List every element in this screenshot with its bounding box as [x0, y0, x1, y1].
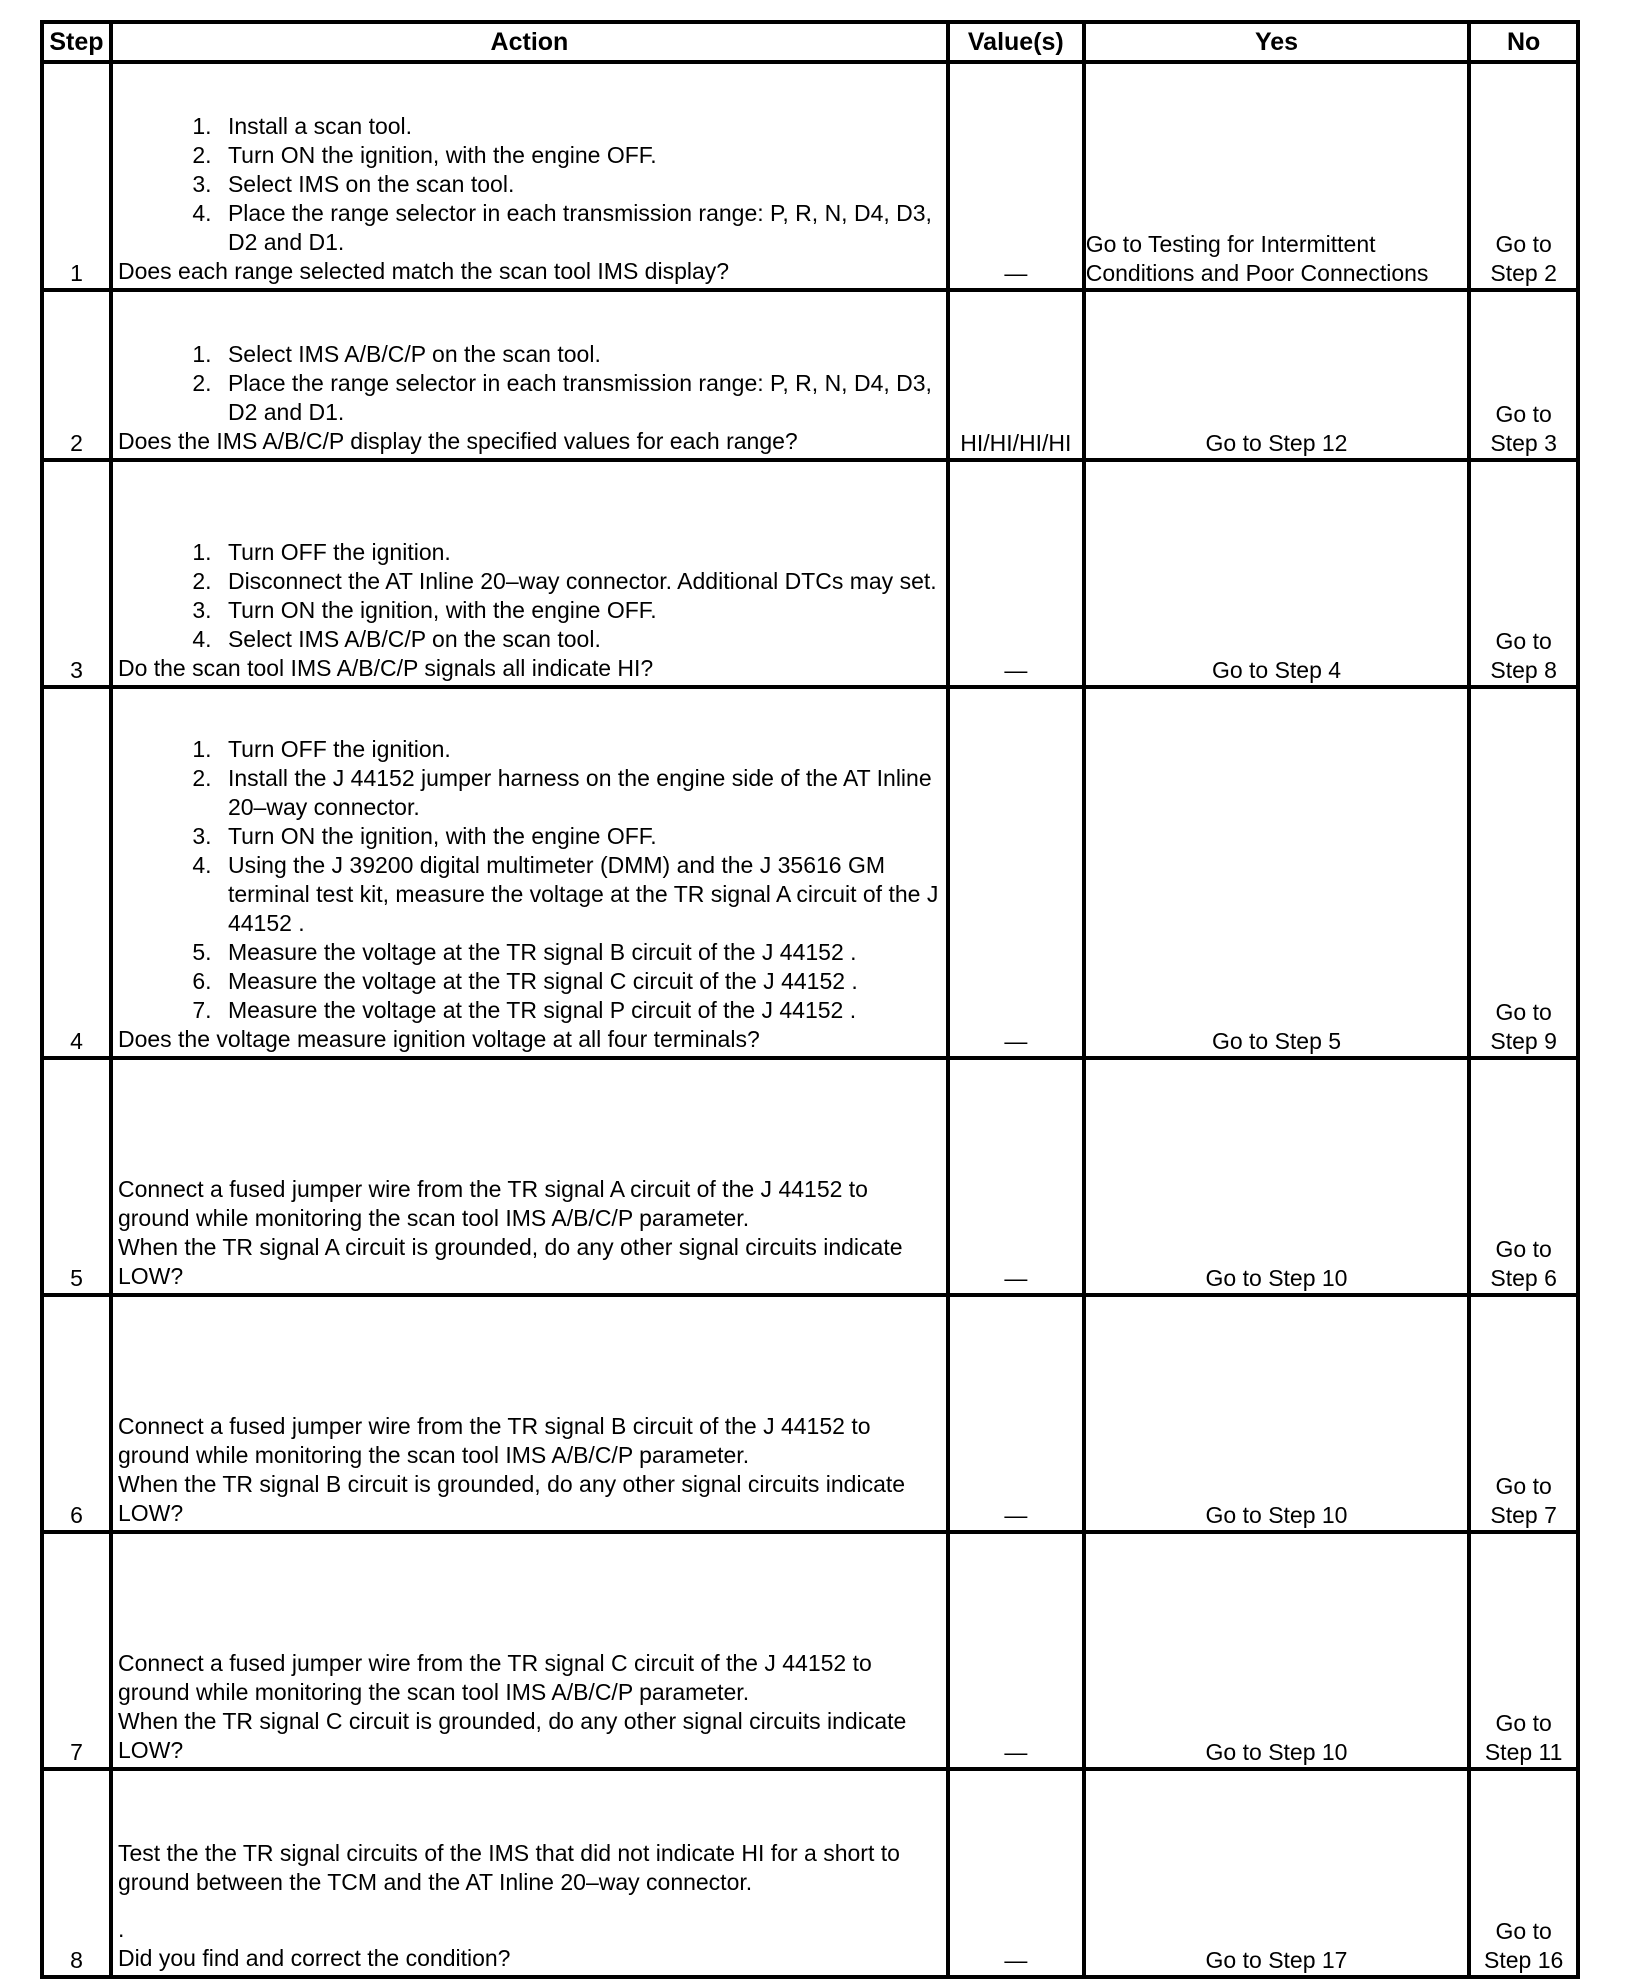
table-row	[42, 1058, 1578, 1295]
yes-result: Go to Step 5	[1211, 1028, 1342, 1054]
yes-result: Go to Step 10	[1205, 1502, 1348, 1528]
no-result: Go to Step 3	[1490, 401, 1557, 456]
no-result: Go to Step 2	[1490, 231, 1557, 286]
no-result: Go to Step 8	[1490, 628, 1557, 683]
header-values: Value(s)	[948, 22, 1084, 62]
step-number: 5	[42, 1058, 111, 1295]
action-question: When the TR signal C circuit is grounded, do any other signal circuits indicate LOW?	[117, 1708, 907, 1763]
action-steps	[118, 735, 942, 1025]
table-row	[42, 1532, 1578, 1769]
action-step: 1. Turn OFF the ignition.	[218, 735, 942, 764]
table-row	[42, 62, 1578, 290]
yes-result: Go to Step 4	[1211, 657, 1342, 683]
value-cell: —	[948, 460, 1084, 687]
action-cell	[111, 687, 948, 1058]
yes-result: Go to Testing for Intermittent Conditions and Poor Connections	[1085, 231, 1429, 286]
step-number: 1	[42, 62, 111, 290]
value-cell: —	[948, 687, 1084, 1058]
action-text: Connect a fused jumper wire from the TR signal C circuit of the J 44152 to ground while monitoring the scan tool IMS A/B/C/P parameter.	[117, 1650, 872, 1705]
action-text: Connect a fused jumper wire from the TR signal B circuit of the J 44152 to ground while monitoring the scan tool IMS A/B/C/P parameter.	[117, 1413, 871, 1468]
table-row	[42, 460, 1578, 687]
yes-result: Go to Step 10	[1205, 1265, 1348, 1291]
no-result: Go to Step 11	[1484, 1710, 1563, 1765]
header-step: Step	[42, 22, 111, 62]
step-number: 7	[42, 1532, 111, 1769]
action-question: Does each range selected match the scan tool IMS display?	[117, 258, 730, 284]
action-question: When the TR signal B circuit is grounded, do any other signal circuits indicate LOW?	[117, 1471, 906, 1526]
action-question: When the TR signal A circuit is grounded, do any other signal circuits indicate LOW?	[117, 1234, 903, 1289]
action-cell	[111, 460, 948, 687]
no-result: Go to Step 9	[1490, 999, 1557, 1054]
header-action: Action	[111, 22, 948, 62]
action-step: 2. Install the J 44152 jumper harness on the engine side of the AT Inline 20–way connector.	[218, 764, 942, 822]
yes-result: Go to Step 10	[1205, 1739, 1348, 1765]
no-result: Go to Step 6	[1490, 1236, 1557, 1291]
action-note: .	[117, 1916, 125, 1942]
action-steps	[118, 340, 942, 427]
action-steps	[118, 538, 942, 654]
step-number: 8	[42, 1769, 111, 1977]
no-cell	[1469, 1769, 1578, 1977]
no-cell	[1469, 62, 1578, 290]
yes-cell	[1084, 1295, 1470, 1532]
action-text: Test the the TR signal circuits of the IMS that did not indicate HI for a short to ground between the TCM and the AT Inline 20–way connector.	[117, 1840, 900, 1895]
no-cell	[1469, 687, 1578, 1058]
yes-cell	[1084, 290, 1470, 460]
action-step: 1. Select IMS A/B/C/P on the scan tool.	[218, 340, 942, 369]
no-cell	[1469, 1295, 1578, 1532]
table-row	[42, 1769, 1578, 1977]
value-cell: —	[948, 1532, 1084, 1769]
action-step: 3. Turn ON the ignition, with the engine OFF.	[218, 822, 942, 851]
yes-cell	[1084, 1769, 1470, 1977]
action-question: Does the IMS A/B/C/P display the specified values for each range?	[117, 428, 798, 454]
action-step: 2. Turn ON the ignition, with the engine OFF.	[218, 141, 942, 170]
action-question: Does the voltage measure ignition voltage at all four terminals?	[117, 1026, 760, 1052]
action-step: 4. Place the range selector in each transmission range: P, R, N, D4, D3, D2 and D1.	[218, 199, 942, 257]
action-question: Did you find and correct the condition?	[117, 1945, 511, 1971]
yes-cell	[1084, 62, 1470, 290]
no-cell	[1469, 1532, 1578, 1769]
action-step: 6. Measure the voltage at the TR signal C circuit of the J 44152 .	[218, 967, 942, 996]
no-result: Go to Step 16	[1483, 1918, 1564, 1973]
action-cell	[111, 62, 948, 290]
value-cell: —	[948, 1769, 1084, 1977]
action-step: 2. Place the range selector in each transmission range: P, R, N, D4, D3, D2 and D1.	[218, 369, 942, 427]
action-step: 3. Turn ON the ignition, with the engine OFF.	[218, 596, 942, 625]
header-row	[42, 22, 1578, 62]
yes-cell	[1084, 460, 1470, 687]
action-step: 5. Measure the voltage at the TR signal B circuit of the J 44152 .	[218, 938, 942, 967]
yes-result: Go to Step 12	[1205, 430, 1348, 456]
no-cell	[1469, 290, 1578, 460]
value-cell: —	[948, 62, 1084, 290]
action-text: Connect a fused jumper wire from the TR signal A circuit of the J 44152 to ground while monitoring the scan tool IMS A/B/C/P parameter.	[117, 1176, 868, 1231]
action-step: 2. Disconnect the AT Inline 20–way connector. Additional DTCs may set.	[218, 567, 942, 596]
action-step: 4. Using the J 39200 digital multimeter (DMM) and the J 35616 GM terminal test kit, measure the voltage at the TR signal A circuit of the J 44152 .	[218, 851, 942, 938]
value-cell: —	[948, 1058, 1084, 1295]
action-cell	[111, 1295, 948, 1532]
action-step: 1. Install a scan tool.	[218, 112, 942, 141]
header-no: No	[1469, 22, 1578, 62]
action-cell	[111, 1532, 948, 1769]
table-row	[42, 290, 1578, 460]
action-step: 1. Turn OFF the ignition.	[218, 538, 942, 567]
step-number: 6	[42, 1295, 111, 1532]
diagnostic-table	[40, 20, 1580, 1979]
no-cell	[1469, 1058, 1578, 1295]
action-step: 7. Measure the voltage at the TR signal P circuit of the J 44152 .	[218, 996, 942, 1025]
table-row	[42, 687, 1578, 1058]
yes-cell	[1084, 1058, 1470, 1295]
no-result: Go to Step 7	[1490, 1473, 1557, 1528]
action-cell	[111, 1058, 948, 1295]
action-step: 4. Select IMS A/B/C/P on the scan tool.	[218, 625, 942, 654]
value-cell: —	[948, 1295, 1084, 1532]
action-cell	[111, 1769, 948, 1977]
table-row	[42, 1295, 1578, 1532]
action-steps	[118, 112, 942, 257]
action-question: Do the scan tool IMS A/B/C/P signals all indicate HI?	[117, 655, 654, 681]
value-cell: HI/HI/HI/HI	[948, 290, 1084, 460]
yes-cell	[1084, 1532, 1470, 1769]
action-cell	[111, 290, 948, 460]
yes-cell	[1084, 687, 1470, 1058]
step-number: 3	[42, 460, 111, 687]
header-yes: Yes	[1084, 22, 1470, 62]
step-number: 4	[42, 687, 111, 1058]
action-step: 3. Select IMS on the scan tool.	[218, 170, 942, 199]
yes-result: Go to Step 17	[1205, 1947, 1348, 1973]
step-number: 2	[42, 290, 111, 460]
no-cell	[1469, 460, 1578, 687]
